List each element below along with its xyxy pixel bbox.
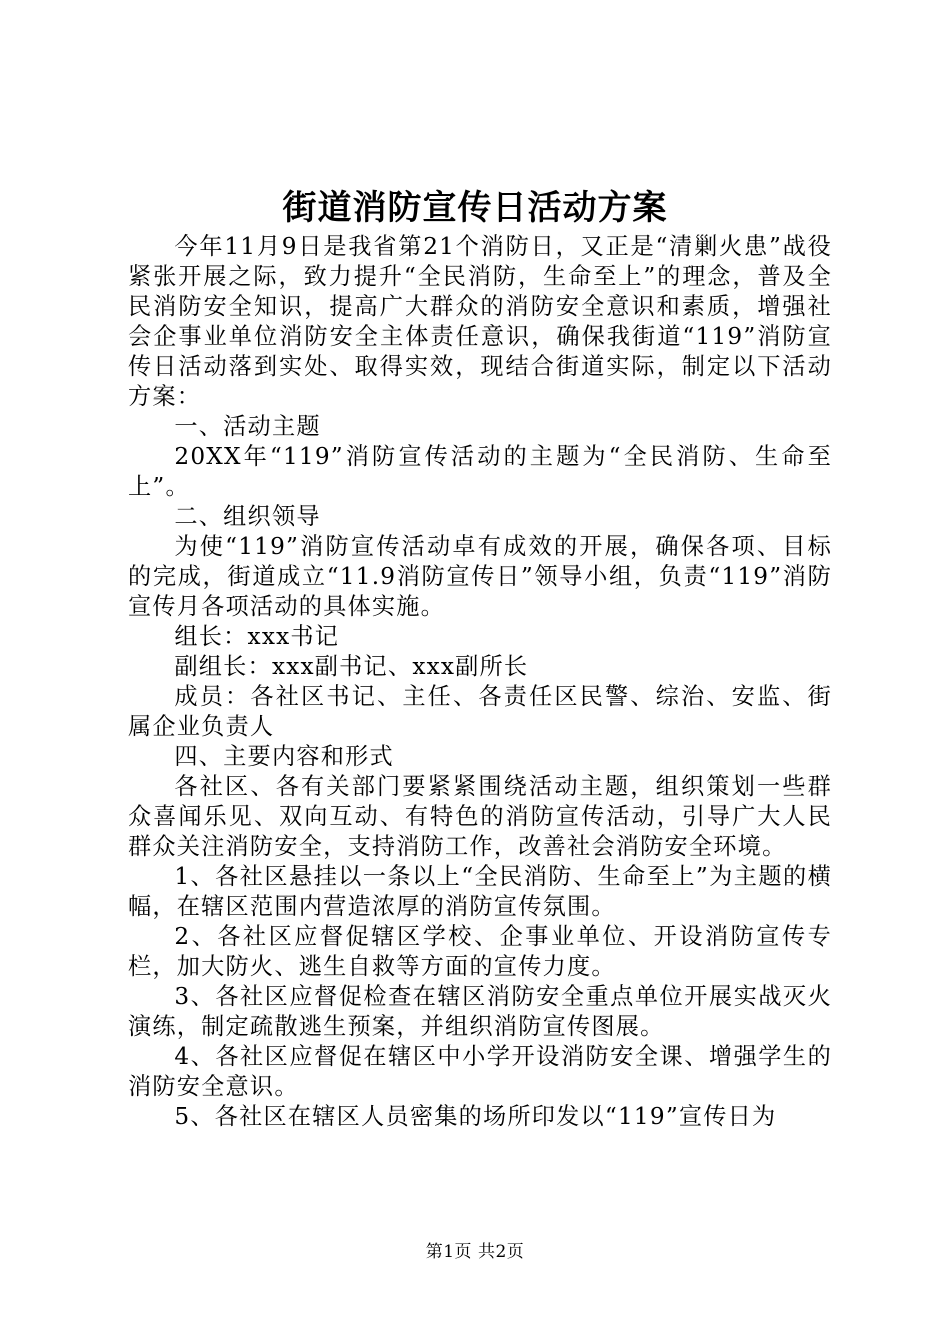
document-body [128,232,832,1132]
list-item-4: 4、各社区应督促在辖区中小学开设消防安全课、增强学生的消防安全意识。 [128,1043,832,1100]
heading-organization: 二、组织领导 [174,503,321,530]
paragraph-theme: 20XX年“119”消防宣传活动的主题为“全民消防、生命至上”。 [128,443,832,500]
paragraph-content: 各社区、各有关部门要紧紧围绕活动主题，组织策划一些群众喜闻乐见、双向互动、有特色的消防宣传活动，引导广大人民群众关注消防安全，支持消防工作，改善社会消防安全环境。 [128,773,832,860]
list-item-1: 1、各社区悬挂以一条以上“全民消防、生命至上”为主题的横幅，在辖区范围内营造浓厚的消防宣传氛围。 [128,863,832,920]
heading-content-form: 四、主要内容和形式 [174,743,394,770]
paragraph-deputy-leader: 副组长：xxx副书记、xxx副所长 [174,653,529,680]
paragraph-members: 成员：各社区书记、主任、各责任区民警、综治、安监、街属企业负责人 [128,683,832,740]
list-item-3: 3、各社区应督促检查在辖区消防安全重点单位开展实战灭火演练，制定疏散逃生预案，并组织消防宣传图展。 [128,983,832,1040]
document-title: 街道消防宣传日活动方案 [282,188,668,228]
heading-activity-theme: 一、活动主题 [174,413,321,440]
paragraph-organization: 为使“119”消防宣传活动卓有成效的开展，确保各项、目标的完成，街道成立“11.9消防宣传日”领导小组，负责“119”消防宣传月各项活动的具体实施。 [128,533,832,620]
paragraph-group-leader: 组长：xxx书记 [174,623,340,650]
list-item-5: 5、各社区在辖区人员密集的场所印发以“119”宣传日为 [174,1103,777,1130]
page-number-footer: 第1页 共2页 [425,1242,525,1262]
list-item-2: 2、各社区应督促辖区学校、企事业单位、开设消防宣传专栏，加大防火、逃生自救等方面的宣传力度。 [128,923,832,980]
paragraph-intro: 今年11月9日是我省第21个消防日，又正是“清剿火患”战役紧张开展之际，致力提升“全民消防，生命至上”的理念，普及全民消防安全知识，提高广大群众的消防安全意识和素质，增强社会企事业单位消防安全主体责任意识，确保我街道“119”消防宣传日活动落到实处、取得实效，现结合街道实际，制定以下活动方案： [128,233,832,410]
